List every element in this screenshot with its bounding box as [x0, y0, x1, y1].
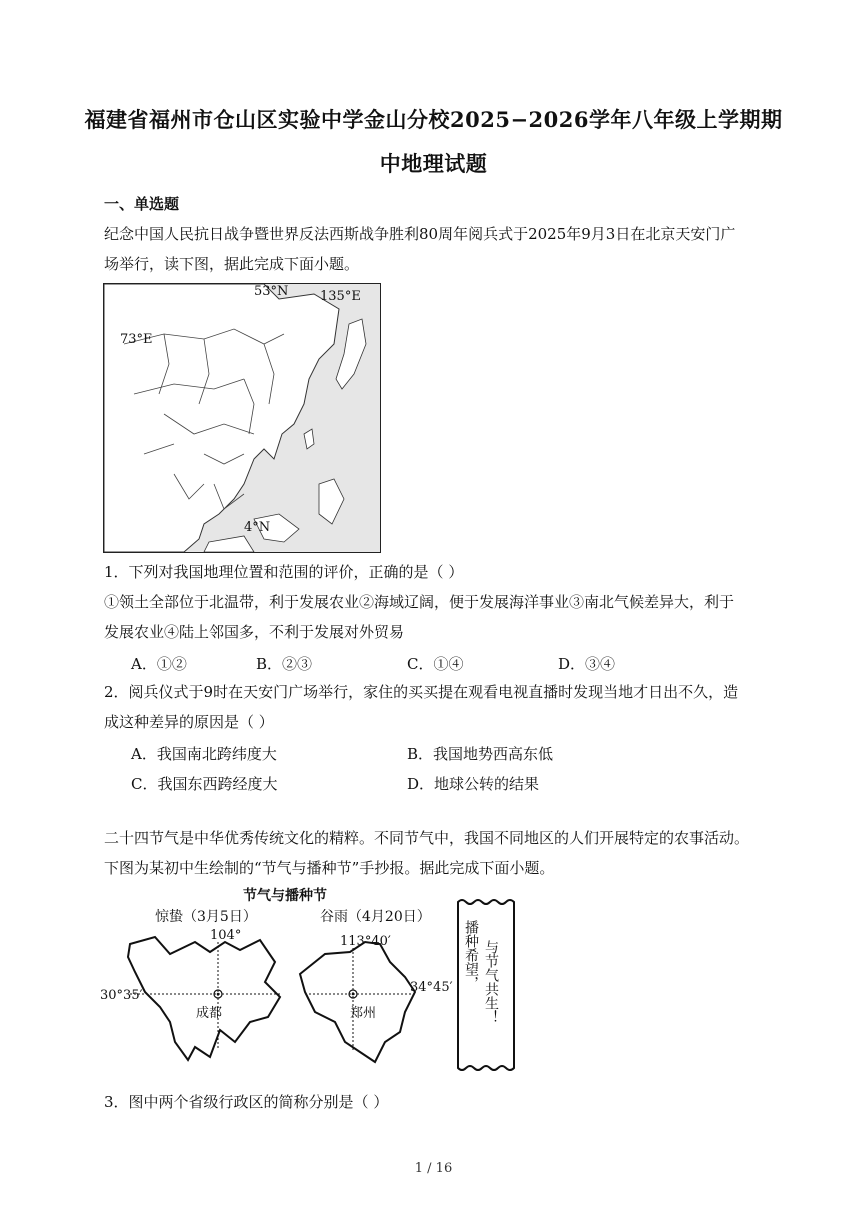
banner-col1: 播种希望，	[463, 920, 479, 990]
label-4n: 4°N	[244, 520, 271, 535]
city-chengdu: 成都	[196, 1006, 223, 1021]
solar-term-poster	[100, 882, 525, 1072]
q2-stem-line2: 成这种差异的原因是（ ）	[104, 713, 274, 731]
q1-option-c[interactable]: C．①④	[407, 655, 464, 673]
page-number: 1 / 16	[414, 1161, 453, 1176]
map-drawing	[104, 284, 380, 552]
label-135e: 135°E	[320, 289, 361, 304]
right-caption: 谷雨（4月20日）	[320, 909, 431, 925]
q2-option-a[interactable]: A．我国南北跨纬度大	[131, 745, 277, 763]
city-zhengzhou: 郑州	[350, 1006, 377, 1021]
intro1-line1: 纪念中国人民抗日战争暨世界反法西斯战争胜利80周年阅兵式于2025年9月3日在北京天安门广	[104, 225, 736, 243]
q2-stem-line1: 2．阅兵仪式于9时在天安门广场举行，家住的买买提在观看电视直播时发现当地才日出不久，造	[104, 683, 739, 701]
poster-title: 节气与播种节	[243, 888, 327, 904]
label-53n: 53°N	[254, 284, 289, 299]
intro1-line2: 场举行，读下图，据此完成下面小题。	[104, 255, 360, 273]
label-34-45: 34°45′	[410, 980, 453, 995]
q1-body-line2: 发展农业④陆上邻国多，不利于发展对外贸易	[104, 623, 405, 641]
q3-stem: 3．图中两个省级行政区的简称分别是（ ）	[104, 1093, 389, 1111]
q2-option-c[interactable]: C．我国东西跨经度大	[131, 775, 278, 793]
label-104: 104°	[210, 928, 242, 943]
label-73e: 73°E	[120, 332, 153, 347]
q1-option-a[interactable]: A．①②	[131, 655, 187, 673]
q1-option-d[interactable]: D．③④	[558, 655, 616, 673]
q2-option-b[interactable]: B．我国地势西高东低	[407, 745, 554, 763]
q1-stem: 1．下列对我国地理位置和范围的评价，正确的是（ ）	[104, 563, 464, 581]
label-113-40: 113°40′	[340, 934, 391, 949]
section-heading: 一、单选题	[104, 195, 180, 213]
left-caption: 惊蛰（3月5日）	[155, 909, 257, 925]
intro2-line2: 下图为某初中生绘制的“节气与播种节”手抄报。据此完成下面小题。	[104, 859, 555, 877]
q2-option-d[interactable]: D．地球公转的结果	[407, 775, 540, 793]
doc-title-line2: 中地理试题	[379, 151, 488, 176]
label-30-35: 30°35′	[100, 988, 143, 1003]
banner-col2: 与节气共生！	[483, 940, 499, 1024]
q1-body-line1: ①领土全部位于北温带，利于发展农业②海域辽阔，便于发展海洋事业③南北气候差异大，利于	[104, 593, 735, 611]
intro2-line1: 二十四节气是中华优秀传统文化的精粹。不同节气中，我国不同地区的人们开展特定的农事活动。	[104, 829, 750, 847]
china-location-map	[103, 283, 381, 553]
doc-title-line1: 福建省福州市仓山区实验中学金山分校2025−2026学年八年级上学期期	[84, 107, 783, 132]
q1-option-b[interactable]: B．②③	[256, 655, 313, 673]
